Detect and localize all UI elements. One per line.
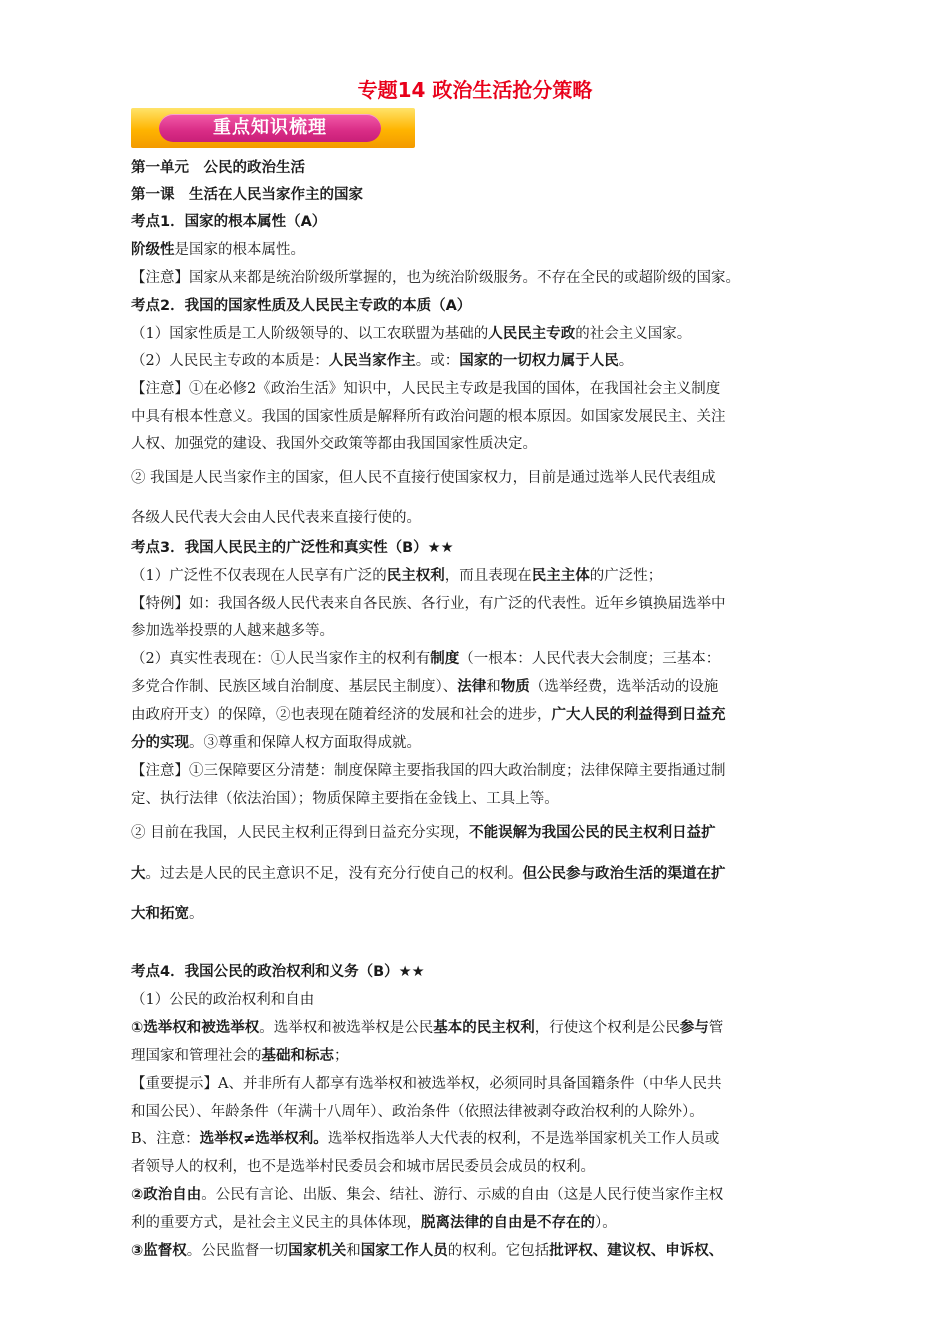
bold-text: 人民民主专政 [488, 326, 576, 342]
text-segment: （2）真实性表现在：①人民当家作主的权利有 [131, 651, 431, 667]
bold-text: ③监督权 [131, 1243, 187, 1259]
text-line: 【注意】①在必修2《政治生活》知识中，人民民主专政是我国的国体，在我国社会主义制度 [131, 381, 721, 397]
bold-text: 物质 [500, 679, 530, 695]
text-line [131, 566, 662, 586]
bold-text: 不能误解为我国公民的民主权利日益扩 [469, 825, 716, 841]
text-segment: （1）广泛性不仅表现在人民享有广泛的 [131, 568, 387, 584]
text-line [131, 1046, 349, 1066]
section-heading: 考点2．我国的国家性质及人民民主专政的本质（A） [131, 298, 472, 314]
bold-text: 阶级性 [131, 242, 175, 258]
bold-text: 制度 [430, 651, 460, 667]
bold-text: 国家机关 [288, 1243, 347, 1259]
text-segment: ② 目前在我国，人民民主权利正得到日益充分实现， [131, 825, 470, 841]
bold-text: 国家的一切权力属于人民 [459, 353, 619, 369]
text-line [131, 1129, 719, 1149]
bold-text: 民主主体 [531, 568, 590, 584]
text-line: 人权、加强党的建设、我国外交政策等都由我国国家性质决定。 [131, 436, 537, 452]
text-line: 【特例】如：我国各级人民代表来自各民族、各行业，有广泛的代表性。近年乡镇换届选举中 [131, 596, 726, 612]
text-segment: B、注意： [131, 1131, 200, 1147]
text-segment: 利的重要方式，是社会主义民主的具体体现， [131, 1215, 421, 1231]
text-line [131, 1213, 617, 1233]
text-line: 者领导人的权利，也不是选举村民委员会和城市居民委员会成员的权利。 [131, 1159, 595, 1175]
text-line [131, 1241, 723, 1261]
bold-text: 分的实现 [131, 735, 189, 751]
text-line: 中具有根本性意义。我国的国家性质是解释所有政治问题的根本原因。如国家发展民主、关注 [131, 409, 726, 425]
text-line [131, 649, 720, 669]
text-segment: （一根本：人民代表大会制度；三基本： [459, 651, 721, 667]
text-line [131, 705, 726, 725]
text-segment: 的权利。它包括 [447, 1243, 550, 1259]
text-segment: ，而且表现在 [444, 568, 532, 584]
text-segment: 和 [346, 1243, 361, 1259]
text-segment: ，行使这个权利是公民 [534, 1020, 680, 1036]
text-line: 各级人民代表大会由人民代表来直接行使的。 [131, 510, 421, 526]
text-line: ② 我国是人民当家作主的国家，但人民不直接行使国家权力，目前是通过选举人民代表组成 [131, 470, 716, 486]
bold-text: 脱离法律的自由是不存在的 [421, 1215, 595, 1231]
text-line: （1）公民的政治权利和自由 [131, 992, 315, 1008]
text-segment: 是国家的根本属性。 [174, 242, 305, 258]
text-line: 参加选举投票的人越来越多等。 [131, 623, 334, 639]
text-segment: 。公民监督一切 [186, 1243, 289, 1259]
text-line: 【重要提示】A、并非所有人都享有选举权和被选举权，必须同时具备国籍条件（中华人民共 [131, 1076, 722, 1092]
bold-text: 基本的民主权利 [433, 1020, 535, 1036]
text-segment: 。过去是人民的民主意识不足，没有充分行使自己的权利。 [145, 866, 523, 882]
text-segment: 。或： [415, 353, 460, 369]
text-segment: 。公民有言论、出版、集会、结社、游行、示威的自由（这是人民行使当家作主权 [201, 1187, 724, 1203]
bold-text: 民主权利 [386, 568, 445, 584]
text-line: 【注意】①三保障要区分清楚：制度保障主要指我国的四大政治制度；法律保障主要指通过制 [131, 763, 726, 779]
text-segment: 的广泛性； [589, 568, 663, 584]
text-segment: （1）国家性质是工人阶级领导的、以工农联盟为基础的 [131, 326, 489, 342]
section-heading: 考点3．我国人民民主的广泛性和真实性（B）★★ [131, 540, 454, 556]
text-segment: （2）人民民主专政的本质是： [131, 353, 329, 369]
text-line [131, 324, 691, 344]
bold-text: 参与 [679, 1020, 709, 1036]
text-segment: 和 [486, 679, 501, 695]
section-banner-label: 重点知识梳理 [213, 117, 327, 138]
text-segment: 。选举权和被选举权是公民 [259, 1020, 434, 1036]
text-line [131, 351, 633, 371]
text-line [131, 1185, 723, 1205]
bold-text: 批评权、建议权、申诉权、 [549, 1243, 724, 1259]
bold-text: ②政治自由 [131, 1187, 202, 1203]
text-segment: 理国家和管理社会的 [131, 1048, 262, 1064]
bold-text: 选举权≠选举权利。 [199, 1131, 328, 1147]
text-segment: 的社会主义国家。 [575, 326, 692, 342]
bold-text: ①选举权和被选举权 [131, 1020, 260, 1036]
text-line [131, 677, 718, 697]
section-heading: 第一单元 公民的政治生活 [131, 160, 305, 176]
text-line [131, 864, 726, 884]
bold-text: 但公民参与政治生活的渠道在扩 [522, 866, 726, 882]
section-heading: 考点4．我国公民的政治权利和义务（B）★★ [131, 964, 425, 980]
text-line [131, 733, 421, 753]
section-heading: 考点1．国家的根本属性（A） [131, 214, 327, 230]
text-segment: 多党合作制、民族区域自治制度、基层民主制度）、 [131, 679, 458, 695]
section-banner [131, 108, 415, 148]
section-banner-pill [159, 114, 381, 142]
text-segment: （选举经费，选举活动的设施 [529, 679, 719, 695]
text-segment: ）。 [595, 1215, 617, 1231]
section-heading: 第一课 生活在人民当家作主的国家 [131, 187, 363, 203]
text-segment: 。③尊重和保障人权方面取得成就。 [189, 735, 421, 751]
text-segment: 管 [708, 1020, 724, 1036]
text-segment: 选举权指选举人大代表的权利，不是选举国家机关工作人员或 [327, 1131, 720, 1147]
text-line [131, 904, 204, 924]
text-line [131, 1018, 723, 1038]
text-segment: 。 [189, 906, 204, 922]
text-segment: 。 [618, 353, 634, 369]
bold-text: 大 [131, 866, 146, 882]
page-title: 专题14 政治生活抢分策略 [357, 78, 593, 102]
bold-text: 法律 [457, 679, 487, 695]
bold-text: 人民当家作主 [328, 353, 416, 369]
text-segment: 由政府开支）的保障，②也表现在随着经济的发展和社会的进步， [131, 707, 552, 723]
text-line [131, 240, 305, 260]
text-line [131, 823, 716, 843]
text-segment: ； [334, 1048, 349, 1064]
bold-text: 大和拓宽 [131, 906, 189, 922]
bold-text: 基础和标志 [261, 1048, 334, 1064]
text-line: 和国公民）、年龄条件（年满十八周年）、政治条件（依照法律被剥夺政治权利的人除外）。 [131, 1104, 704, 1120]
text-line: 定、执行法律（依法治国）；物质保障主要指在金钱上、工具上等。 [131, 791, 559, 807]
text-line: 【注意】国家从来都是统治阶级所掌握的，也为统治阶级服务。不存在全民的或超阶级的国家。 [131, 270, 740, 286]
bold-text: 国家工作人员 [360, 1243, 448, 1259]
bold-text: 广大人民的利益得到日益充 [551, 707, 726, 723]
